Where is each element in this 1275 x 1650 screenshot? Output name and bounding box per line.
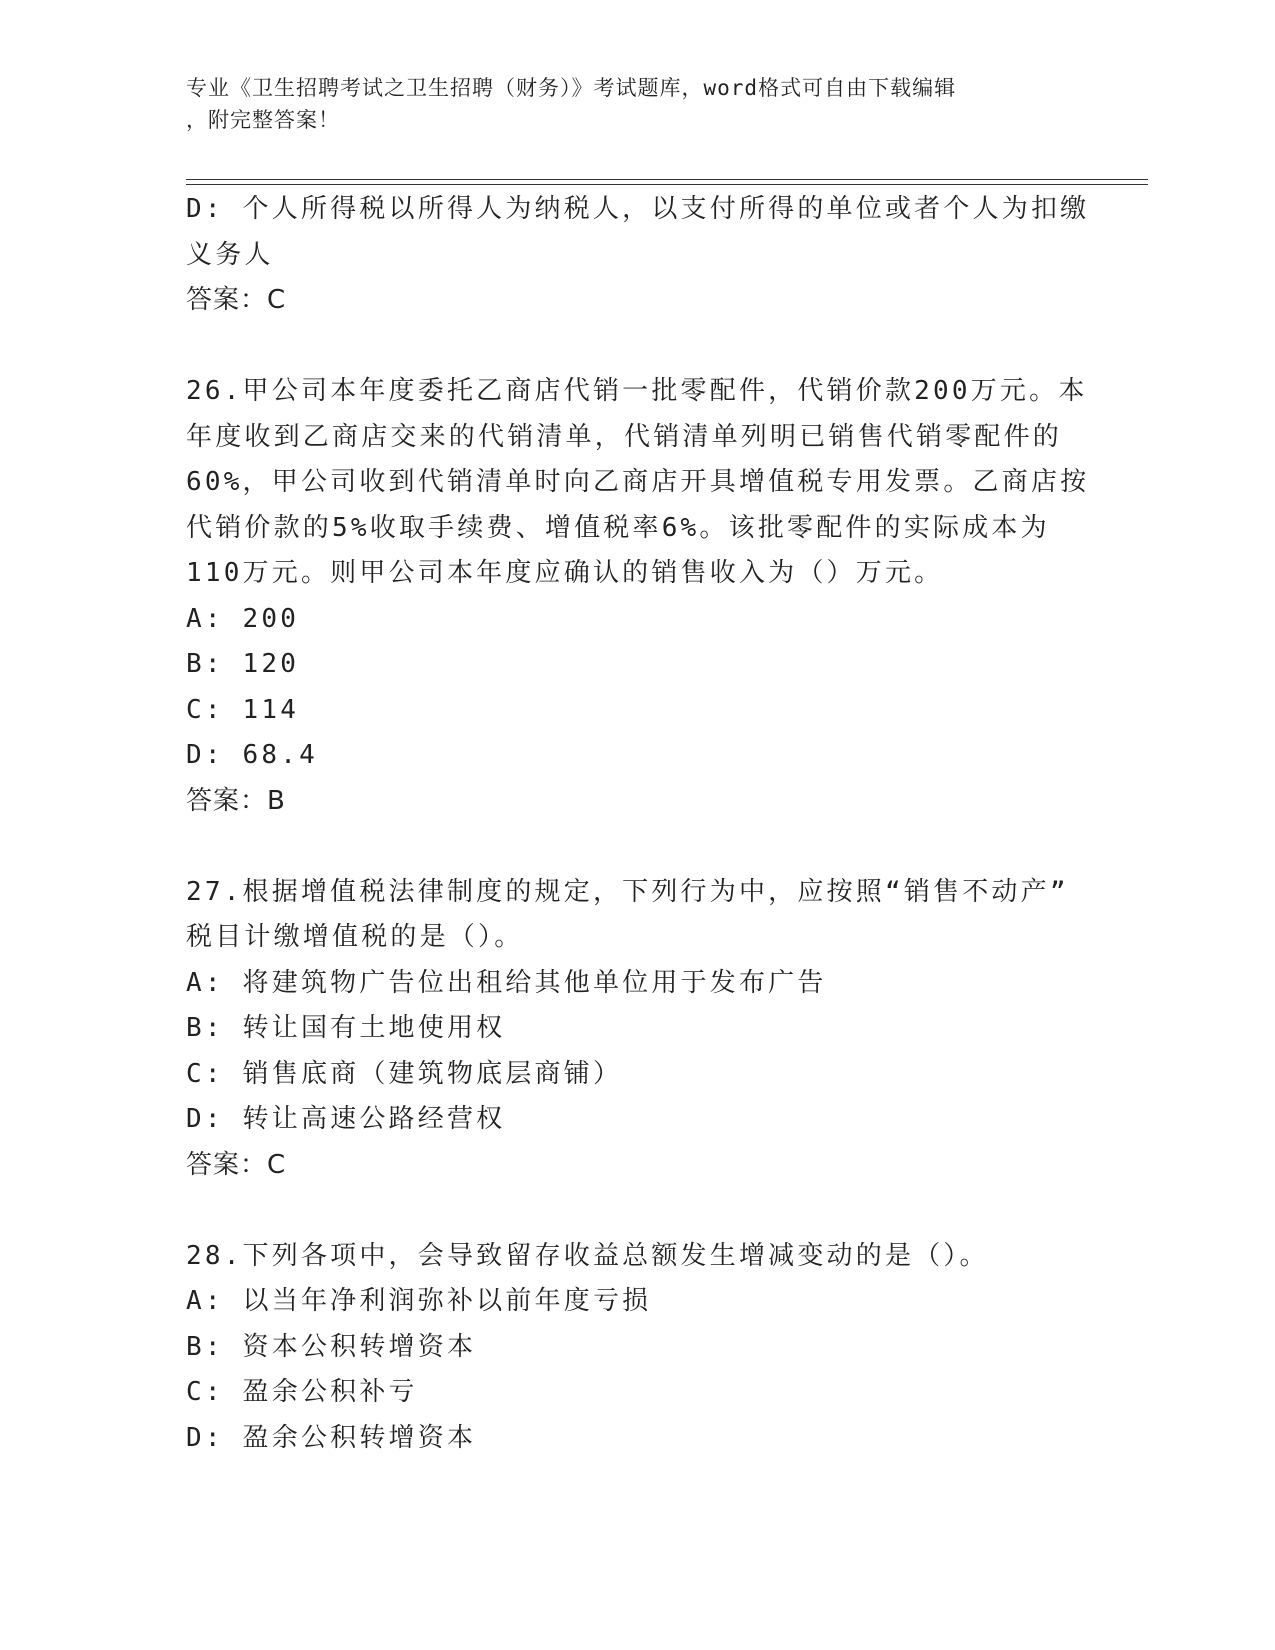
answer-label: 答案：B [186,785,286,816]
option-b: B: 120 [186,649,300,679]
option-c: C: 盈余公积补亏 [186,1377,418,1407]
header-divider-bottom [186,184,1148,185]
option-d-line-2: 义务人 [186,239,274,270]
question-28 [186,1234,1086,1462]
question-26 [186,369,1090,824]
question-text-line: 税目计缴增值税的是（）。 [186,922,524,952]
option-c: C: 114 [186,694,300,725]
spacer [186,1188,1086,1234]
document-header [186,72,1076,136]
question-text-line: 60%，甲公司收到代销清单时向乙商店开具增值税专用发票。乙商店按 [186,467,1090,497]
option-a: A: 以当年净利润弥补以前年度亏损 [186,1286,652,1316]
option-a: A: 200 [186,603,300,634]
option-d: D: 盈余公积转增资本 [186,1422,477,1453]
question-text-line: 28.下列各项中，会导致留存收益总额发生增减变动的是（）。 [186,1240,989,1271]
header-divider-top [186,179,1148,180]
option-c: C: 销售底商（建筑物底层商铺） [186,1058,623,1089]
option-b: B: 资本公积转增资本 [186,1331,477,1362]
question-text-line: 26.甲公司本年度委托乙商店代销一批零配件，代销价款200万元。本 [186,376,1088,406]
question-text-line: 27.根据增值税法律制度的规定，下列行为中，应按照“销售不动产” [186,876,1069,907]
question-text-line: 代销价款的5%收取手续费、增值税率6%。该批零配件的实际成本为 [186,512,1050,543]
answer-label: 答案：C [186,285,287,315]
option-d-line-1: D: 个人所得税以所得人为纳税人，以支付所得的单位或者个人为扣缴 [186,194,1090,224]
option-d: D: 转让高速公路经营权 [186,1104,506,1134]
header-line-2: ，附完整答案！ [186,108,340,132]
document-body [186,187,1090,1461]
question-text-line: 年度收到乙商店交来的代销清单，代销清单列明已销售代销零配件的 [186,421,1063,452]
option-b: B: 转让国有土地使用权 [186,1013,506,1043]
question-25-tail [186,187,1090,324]
header-line-1: 专业《卫生招聘考试之卫生招聘（财务）》考试题库，word格式可自由下载编辑 [186,76,957,100]
spacer [186,324,1086,370]
question-27 [186,870,1086,1189]
answer-label: 答案：C [186,1149,287,1180]
spacer [186,824,1086,870]
option-a: A: 将建筑物广告位出租给其他单位用于发布广告 [186,967,827,998]
option-d: D: 68.4 [186,740,318,770]
question-text-line: 110万元。则甲公司本年度应确认的销售收入为（）万元。 [186,558,944,588]
